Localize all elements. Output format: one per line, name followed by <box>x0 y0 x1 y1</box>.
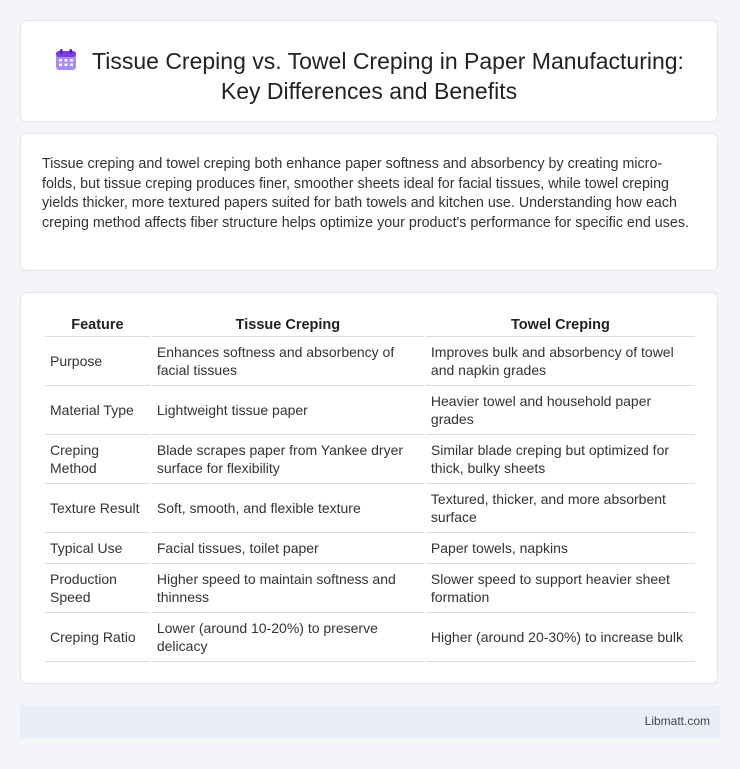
table-row <box>45 435 695 484</box>
table-row <box>45 564 695 613</box>
tissue-cell: Enhances softness and absorbency of facial tissues <box>152 337 424 386</box>
tissue-cell: Lower (around 10-20%) to preserve delicacy <box>152 613 424 662</box>
column-header-tissue-creping: Tissue Creping <box>152 314 424 337</box>
table-header-row <box>45 314 695 337</box>
table-row <box>45 613 695 662</box>
title-card <box>20 20 718 122</box>
tissue-cell: Soft, smooth, and flexible texture <box>152 484 424 533</box>
intro-card <box>20 133 718 271</box>
feature-cell: Creping Method <box>45 435 150 484</box>
tissue-cell: Lightweight tissue paper <box>152 386 424 435</box>
feature-cell: Typical Use <box>45 533 150 564</box>
towel-cell: Heavier towel and household paper grades <box>426 386 695 435</box>
footer-bar <box>20 705 720 738</box>
table-row <box>45 337 695 386</box>
towel-cell: Paper towels, napkins <box>426 533 695 564</box>
towel-cell: Similar blade creping but optimized for thick, bulky sheets <box>426 435 695 484</box>
towel-cell: Improves bulk and absorbency of towel and napkin grades <box>426 337 695 386</box>
footer-brand-link[interactable]: Libmatt.com <box>644 714 710 728</box>
page-title <box>21 21 717 106</box>
calendar-icon <box>54 48 78 72</box>
tissue-cell: Blade scrapes paper from Yankee dryer surface for flexibility <box>152 435 424 484</box>
tissue-cell: Higher speed to maintain softness and thinness <box>152 564 424 613</box>
towel-cell: Slower speed to support heavier sheet formation <box>426 564 695 613</box>
feature-cell: Purpose <box>45 337 150 386</box>
intro-paragraph: Tissue creping and towel creping both enhance paper softness and absorbency by creating micro-folds, but tissue creping produces finer, smoother sheets ideal for facial tissues, while towel creping yields thicker, more textured papers suited for bath towels and kitchen use. Understanding how each creping method affects fiber structure helps optimize your product's performance for specific end uses. <box>42 156 689 231</box>
feature-cell: Production Speed <box>45 564 150 613</box>
column-header-towel-creping: Towel Creping <box>426 314 695 337</box>
feature-cell: Texture Result <box>45 484 150 533</box>
table-row <box>45 484 695 533</box>
page-title-text: Tissue Creping vs. Towel Creping in Paper Manufacturing: Key Differences and Benefits <box>92 48 684 104</box>
comparison-table-card <box>20 292 718 684</box>
tissue-cell: Facial tissues, toilet paper <box>152 533 424 564</box>
column-header-feature: Feature <box>45 314 150 337</box>
feature-cell: Creping Ratio <box>45 613 150 662</box>
towel-cell: Higher (around 20-30%) to increase bulk <box>426 613 695 662</box>
table-row <box>45 386 695 435</box>
feature-cell: Material Type <box>45 386 150 435</box>
comparison-table <box>43 314 697 662</box>
towel-cell: Textured, thicker, and more absorbent surface <box>426 484 695 533</box>
table-row <box>45 533 695 564</box>
